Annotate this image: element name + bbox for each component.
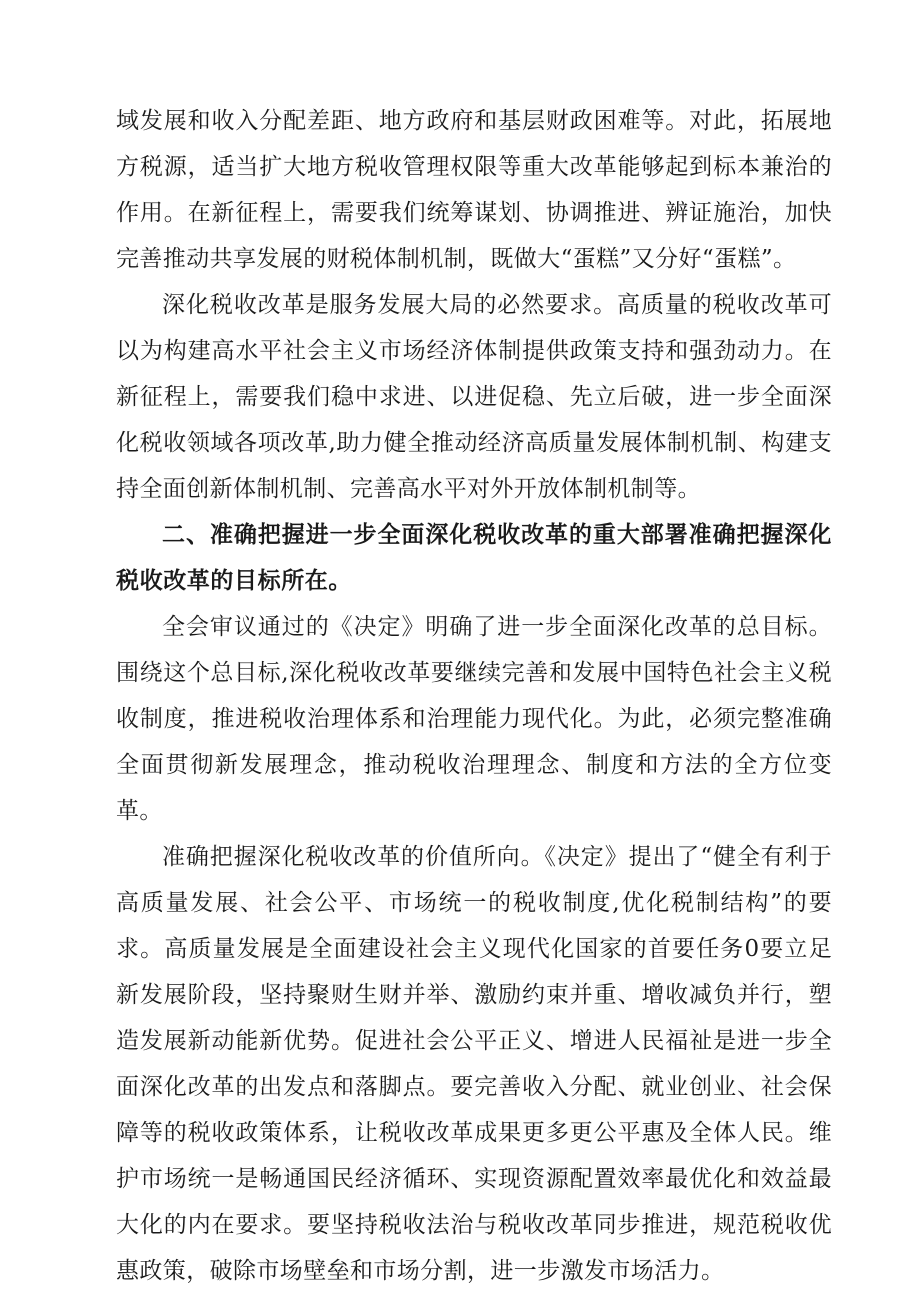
paragraph-continued: 域发展和收入分配差距、地方政府和基层财政困难等。对此，拓展地方税源，适当扩大地方税收管理权限等重大改革能够起到标本兼治的作用。在新征程上，需要我们统筹谋划、协调推进、辨证施治，加快完善推动共享发展的财税体制机制，既做大“蛋糕”又分好“蛋糕”。 [116,108,832,272]
document-body [116,98,832,1294]
paragraph-general-goal: 全会审议通过的《决定》明确了进一步全面深化改革的总目标。围绕这个总目标,深化税收改革要继续完善和发展中国特色社会主义税收制度，推进税收治理体系和治理能力现代化。为此，必须完整准确全面贯彻新发展理念，推动税收治理理念、制度和方法的全方位变革。 [116,614,832,824]
paragraph-deepening-tax-reform: 深化税收改革是服务发展大局的必然要求。高质量的税收改革可以为构建高水平社会主义市场经济体制提供政策支持和强劲动力。在新征程上，需要我们稳中求进、以进促稳、先立后破，进一步全面深化税收领域各项改革,助力健全推动经济高质量发展体制机制、构建支持全面创新体制机制、完善高水平对外开放体制机制等。 [116,292,832,502]
section-heading-two: 二、准确把握进一步全面深化税收改革的重大部署准确把握深化税收改革的目标所在。 [116,522,832,594]
paragraph-value-orientation: 准确把握深化税收改革的价值所向。《决定》提出了“健全有利于高质量发展、社会公平、市场统一的税收制度,优化税制结构”的要求。高质量发展是全面建设社会主义现代化国家的首要任务0要立足新发展阶段，坚持聚财生财并举、激励约束并重、增收减负并行，塑造发展新动能新优势。促进社会公平正义、增进人民福祉是进一步全面深化改革的出发点和落脚点。要完善收入分配、就业创业、社会保障等的税收政策体系，让税收改革成果更多更公平惠及全体人民。维护市场统一是畅通国民经济循环、实现资源配置效率最优化和效益最大化的内在要求。要坚持税收法治与税收改革同步推进，规范税收优惠政策，破除市场壁垒和市场分割，进一步激发市场活力。 [116,844,832,1284]
